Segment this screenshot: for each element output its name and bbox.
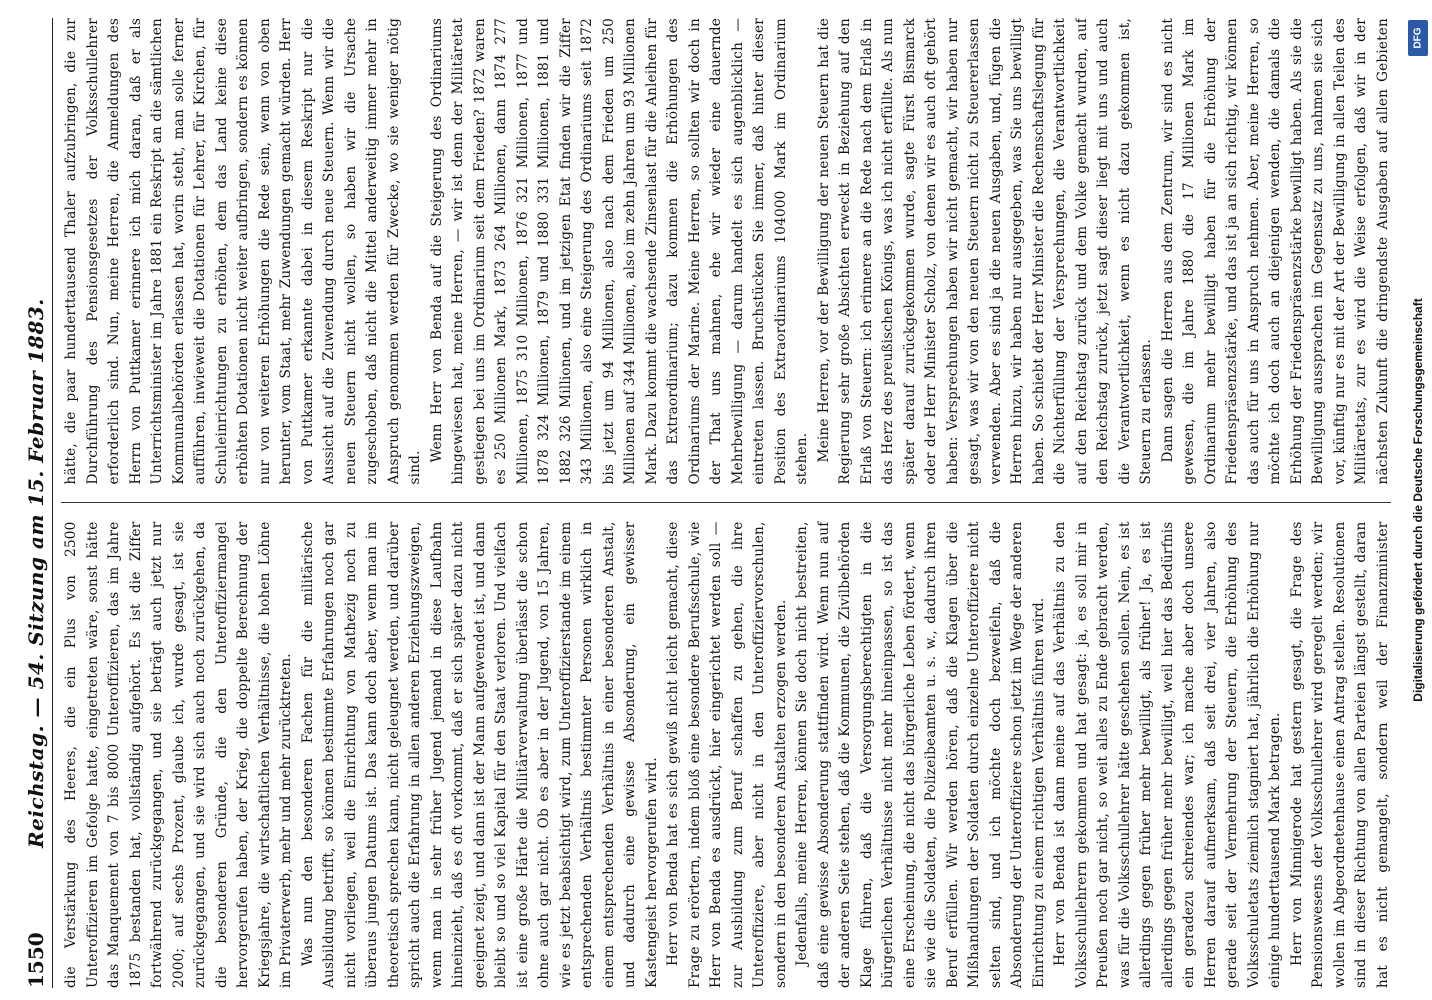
paragraph: Wenn Herr von Benda auf die Steigerung des Ordinariums hingewiesen hat, meine Herren, — wir ist denn der Militäretat gestiegen bei uns im Ordinarium seit dem Frieden? 1872 waren es 250 Millionen Mark, 1873 264 Millionen, dann 1874 277 Millionen, 1875 310 Millionen, 1876 321 Millionen, 1877 und 1878 324 Millionen, 1879 und 1880 331 Millionen, 1881 und 1882 326 Millionen, und im jetzigen Etat finden wir die Ziffer 343 Millionen, also eine Steigerung des Ordinariums seit 1872 bis jetzt um 94 Millionen, also nach dem Frieden um 250 Millionen auf 344 Millionen, also im zehn Jahren um 93 Millionen Mark. Dazu kommt die wachsende Zinsenlast für die Anleihen für das Extraordinarium; dazu kommen die Erhöhungen des Ordinariums der Marine. Meine Herren, so sollten wir doch in der That uns mahnen, ehe wir wieder eine dauernde Mehrbewilligung — darum handelt es sich augenblicklich — eintreten lassen. Bruchstücken Sie immer, daß hinter dieser Position des Extraordinariums 104000 Mark im Ordinarium stehen.: [428, 18, 810, 485]
column-divider: [61, 503, 1391, 504]
digitization-notice: Digitalisierung gefördert durch die Deutsche Forschungsgemeinschaft: [1411, 298, 1425, 702]
running-title: Reichstag. — 54. Sitzung am 15. Februar 1883.: [24, 298, 48, 848]
dfg-logo-text: DFG: [1412, 27, 1424, 49]
paragraph: hätte, die paar hunderttausend Thaler aufzubringen, die zur Durchführung des Pensionsgesetzes der Volksschullehrer erforderlich sind. Nun, meine Herren, die Anmeldungen des Herrn von Puttkamer erinnere ich mich daran, daß er als Unterrichtsminister im Jahre 1881 ein Reskript an die sämtlichen Kommunalbehörden erlassen hat, worin steht, man solle ferner aufführen, inwieweit die Dotationen für Lehrer, für Kirchen, für Schuleinrichtungen zu erhöhen, dem das Land keine diese erhöhten Dotationen nicht weiter aufbringen, sondern es können nur von weiteren Erhöhungen die Rede sein, wenn von oben herunter, vom Staat, mehr Zuwendungen gemacht würden. Herr von Puttkamer erkannte dabei in diesem Reskript nur die Aussicht auf die Zuwendung durch neue Steuern. Wenn wir die neuen Steuern nicht wollen, so haben wir die Ursache zugeschoben, daß nicht die Mittel anderweitig immer mehr in Anspruch genommen werden für Zwecke, wo sie weniger nötig sind.: [63, 18, 423, 485]
paragraph: die Verstärkung des Heeres, die ein Plus von 2500 Unteroffizieren im Gefolge hatte, eingetreten wäre, sonst hätte das Manquement von 7 bis 8000 Unteroffizieren, das im Jahre 1875 bestanden hat, vollständig aufgehört. Es ist die Ziffer fortwährend zurückgegangen, und sie beträgt auch jetzt nur 2000; auf sechs Prozent, glaube ich, wurde gesagt, ist sie zurückgegangen, und sie wird sich auch noch zurückgehen, da die besonderen Gründe, die den Unteroffiziermangel hervorgerufen haben, der Krieg, die doppelte Berechnung der Kriegsjahre, die wirtschaftlichen Verhältnisse, die hohen Löhne im Privaterwerb, mehr und mehr zurücktreten.: [63, 521, 294, 988]
digitization-sidebar: [1406, 20, 1430, 980]
dfg-logo: [1408, 20, 1428, 56]
column-right: [61, 18, 1391, 485]
paragraph: Herr von Benda hat es sich gewiß nicht leicht gemacht, diese Frage zu erörtern, indem bloß eine besondere Berufsschule, wie Herr von Benda es ausdrückt, hier eingerichtet werden soll — zur Ausbildung zum Beruf schaffen zu gehen, die ihre Unteroffiziere, aber nicht in den Unteroffiziervorschulen, sondern in den besonderen Anstalten erzogen werden.: [665, 521, 789, 988]
paragraph: Herr von Minnigerode hat gestern gesagt, die Frage des Pensionswesens der Volksschullehrer wird geregelt werden; wir wollen im Abgeordnetenhause einen Antrag stellen. Resolutionen sind in dieser Richtung von allen Parteien längst gestellt, daran hat es nicht gemangelt, sondern weil der Finanzminister: [1288, 521, 1391, 988]
page-number: 1550: [24, 932, 48, 988]
paragraph: Meine Herren, vor der Bewilligung der neuen Steuern hat die Regierung sehr große Absichten erweckt in Beziehung auf den Erlaß von Steuern: ich erinnere an die Rede nach dem Erlaß in das Herz des preußischen Königs, was ich nicht erfüllte. Als nun später darauf zurückgekommen wurde, sagte Fürst Bismarck oder der Herr Minister Scholz, von denen wir es auch oft gehört haben: Versprechungen haben wir nicht gemacht, wir haben nur gesagt, was wir von den neuen Steuern nicht zu Steuererlassen verwenden. Aber es sind ja die neuen Ausgaben, und, fügen die Herren hinzu, wir haben nur ausgegeben, was Sie uns bewilligt haben. So schiebt der Herr Minister die Rechenschaftslegung für die Nichterfüllung der Versprechungen, die Verantwortlichkeit auf den Reichstag zurück und dem Volke gemacht wurden, auf den Reichstag zurück, jetzt sagt dieser liegt mit uns und auch die Verantwortlichkeit, wenn es nicht dazu gekommen ist, Steuern zu erlassen.: [815, 18, 1154, 485]
paragraph: Jedenfalls, meine Herren, können Sie doch nicht bestreiten, daß eine gewisse Absonderung stattfinden wird. Wenn nun auf der anderen Seite stehen, daß die Kommunen, die Zivilbehörden Klage führen, daß die Versorgungsberechtigten in die bürgerlichen Verhältnisse nicht mehr hineinpassen, so ist das eine Erscheinung, die nicht das bürgerliche Leben fördert, wenn sie wie die Soldaten, die Polizeibeamten u. s. w., dadurch ihren Beruf erfüllen. Wir werden hören, daß die Klagen über die Mißhandlungen der Soldaten durch einzelne Unteroffiziere nicht selten sind, und ich möchte doch bezweifeln, daß die Absonderung der Unteroffiziere schon jetzt im Wege der anderen Einrichtung zu einem richtigen Verhältnis führen wird.: [794, 521, 1047, 988]
paragraph: Herr von Benda ist dann meine auf das Verhältnis zu den Volksschullehrern gekommen und hat gesagt: ja, es soll mir in Preußen noch gar nicht, so weit alles zu Ende gebracht werden, was für die Volksschullehrer hätte geschehen sollen. Nein, es ist allerdings gegen früher mehr bewilligt, als früher! Ja, es ist allerdings gegen früher mehr bewilligt, weil hier das Bedürfnis ein geradezu schreiendes war; ich mache aber doch unsere Herren darauf aufmerksam, daß seit drei, vier Jahren, also gerade seit der Vermehrung der Steuern, die Erhöhung des Volksschuletats ziemlich stagniert hat, jährlich die Erhöhung nur einige hunderttausend Mark betragen.: [1052, 521, 1283, 988]
column-left: [61, 522, 1391, 989]
text-columns: [61, 18, 1391, 988]
paragraph: Dann sagen die Herren aus dem Zentrum, wir sind es nicht gewesen, die im Jahre 1880 die 17 Millionen Mark im Ordinarium mehr bewilligt haben für die Erhöhung der Friedenspräsenzstärke, und das ist ja an sich richtig, wir können das auch für uns in Anspruch nehmen. Aber, meine Herren, so möchte ich doch auch an diejenigen wenden, die damals die Erhöhung der Friedenspräsenzstärke bewilligt haben. Als sie die Bewilligung aussprachen im Gegensatz zu uns, nahmen sie sich vor, künftig nur es mit der Art der Bewilligung in allen Teilen des Militäretats, zur es wird die Weise erfolgen, daß wir in der nächsten Zukunft die dringendste Ausgaben auf allen Gebieten: [1159, 18, 1391, 485]
paragraph: Was nun den besonderen Fachen für die militärische Ausbildung betrifft, so können bestimmte Erfahrungen noch gar nicht vorliegen, weil die Einrichtung von Mathezig noch zu überaus jungen Datums ist. Das kann doch aber, wenn man im theoretisch sprechen kann, nicht geleugnet werden, und darüber spricht auch die Erfahrung in allen anderen Erziehungszweigen, wenn man in sehr früher Jugend jemand in diese Laufbahn hineinzieht, daß es oft vorkommt, daß er sich später dazu nicht geeignet zeigt, und dann ist der Mann aufgewendet ist, und dann bleibt so und so viel Kapital für den Staat verloren. Und vielfach ist eine große Härte die Militärverwaltung überlässt die schon ohne auch gar nicht. Ob es aber in der Jugend, von 15 Jahren, wie es jetzt beabsichtigt wird, zum Unteroffizierstande im einem entsprechenden Verhältnis bestimmter Personen wirklich in einem entsprechenden Verhältnis in einer besonderen Anstalt, und dadurch eine gewisse Absonderung, ein gewisser Kastengeist hervorgerufen wird.: [299, 521, 660, 988]
page-header: [20, 18, 53, 988]
